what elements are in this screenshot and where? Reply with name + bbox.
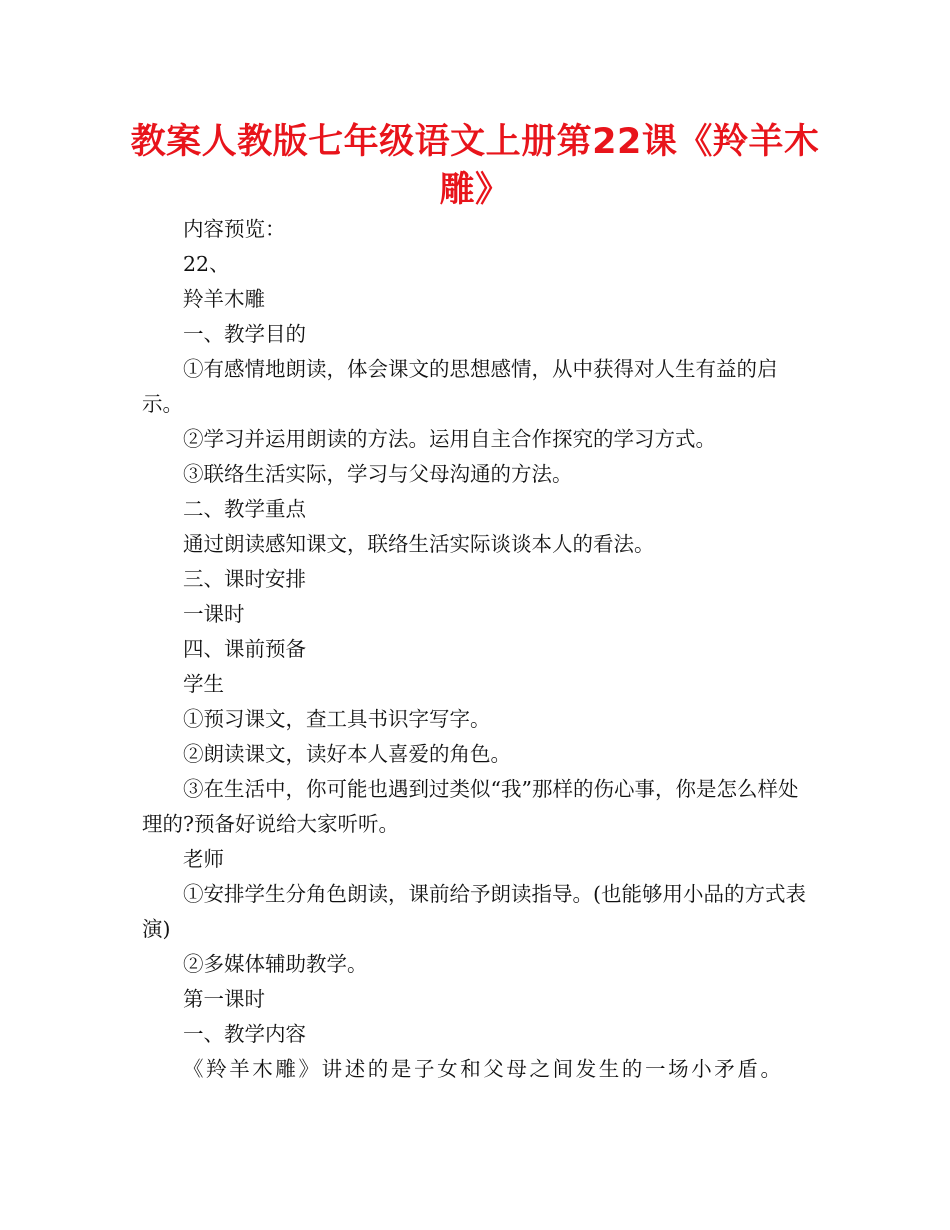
heading-first-period: 第一课时 xyxy=(183,987,265,1011)
document-title: 教案人教版七年级语文上册第22课《羚羊木雕》 xyxy=(130,122,820,210)
paragraph-preview-label: 内容预览： xyxy=(183,217,286,241)
list-item-student-1: ①预习课文，查工具书识字写字。 xyxy=(183,707,491,731)
paragraph-lesson-title: 羚羊木雕 xyxy=(183,287,265,311)
list-item-goal-1: ①有感情地朗读，体会课文的思想感情，从中获得对人生有益的启示。 xyxy=(142,357,778,416)
paragraph-lesson-number: 22、 xyxy=(183,252,230,276)
list-item-teacher-1: ①安排学生分角色朗读，课前给予朗读指导。(也能够用小品的方式表演) xyxy=(142,882,806,941)
list-item-student-2: ②朗读课文，读好本人喜爱的角色。 xyxy=(183,742,511,766)
paragraph-content-text: 《羚羊木雕》讲述的是子女和父母之间发生的一场小矛盾。 xyxy=(183,1057,784,1081)
heading-teaching-focus: 二、教学重点 xyxy=(183,497,306,521)
paragraph-schedule-text: 一课时 xyxy=(183,602,245,626)
heading-teaching-content: 一、教学内容 xyxy=(183,1022,306,1046)
subheading-students: 学生 xyxy=(183,672,224,696)
heading-teaching-goals: 一、教学目的 xyxy=(183,322,306,346)
list-item-teacher-2: ②多媒体辅助教学。 xyxy=(183,952,368,976)
list-item-goal-2: ②学习并运用朗读的方法。运用自主合作探究的学习方式。 xyxy=(183,427,716,451)
list-item-goal-3: ③联络生活实际，学习与父母沟通的方法。 xyxy=(183,462,573,486)
heading-preparation: 四、课前预备 xyxy=(183,637,306,661)
list-item-student-3: ③在生活中，你可能也遇到过类似“我”那样的伤心事，你是怎么样处理的?预备好说给大家听听。 xyxy=(142,777,799,836)
document-body xyxy=(142,212,814,1087)
heading-schedule: 三、课时安排 xyxy=(183,567,306,591)
subheading-teacher: 老师 xyxy=(183,847,224,871)
paragraph-focus-text: 通过朗读感知课文，联络生活实际谈谈本人的看法。 xyxy=(183,532,655,556)
